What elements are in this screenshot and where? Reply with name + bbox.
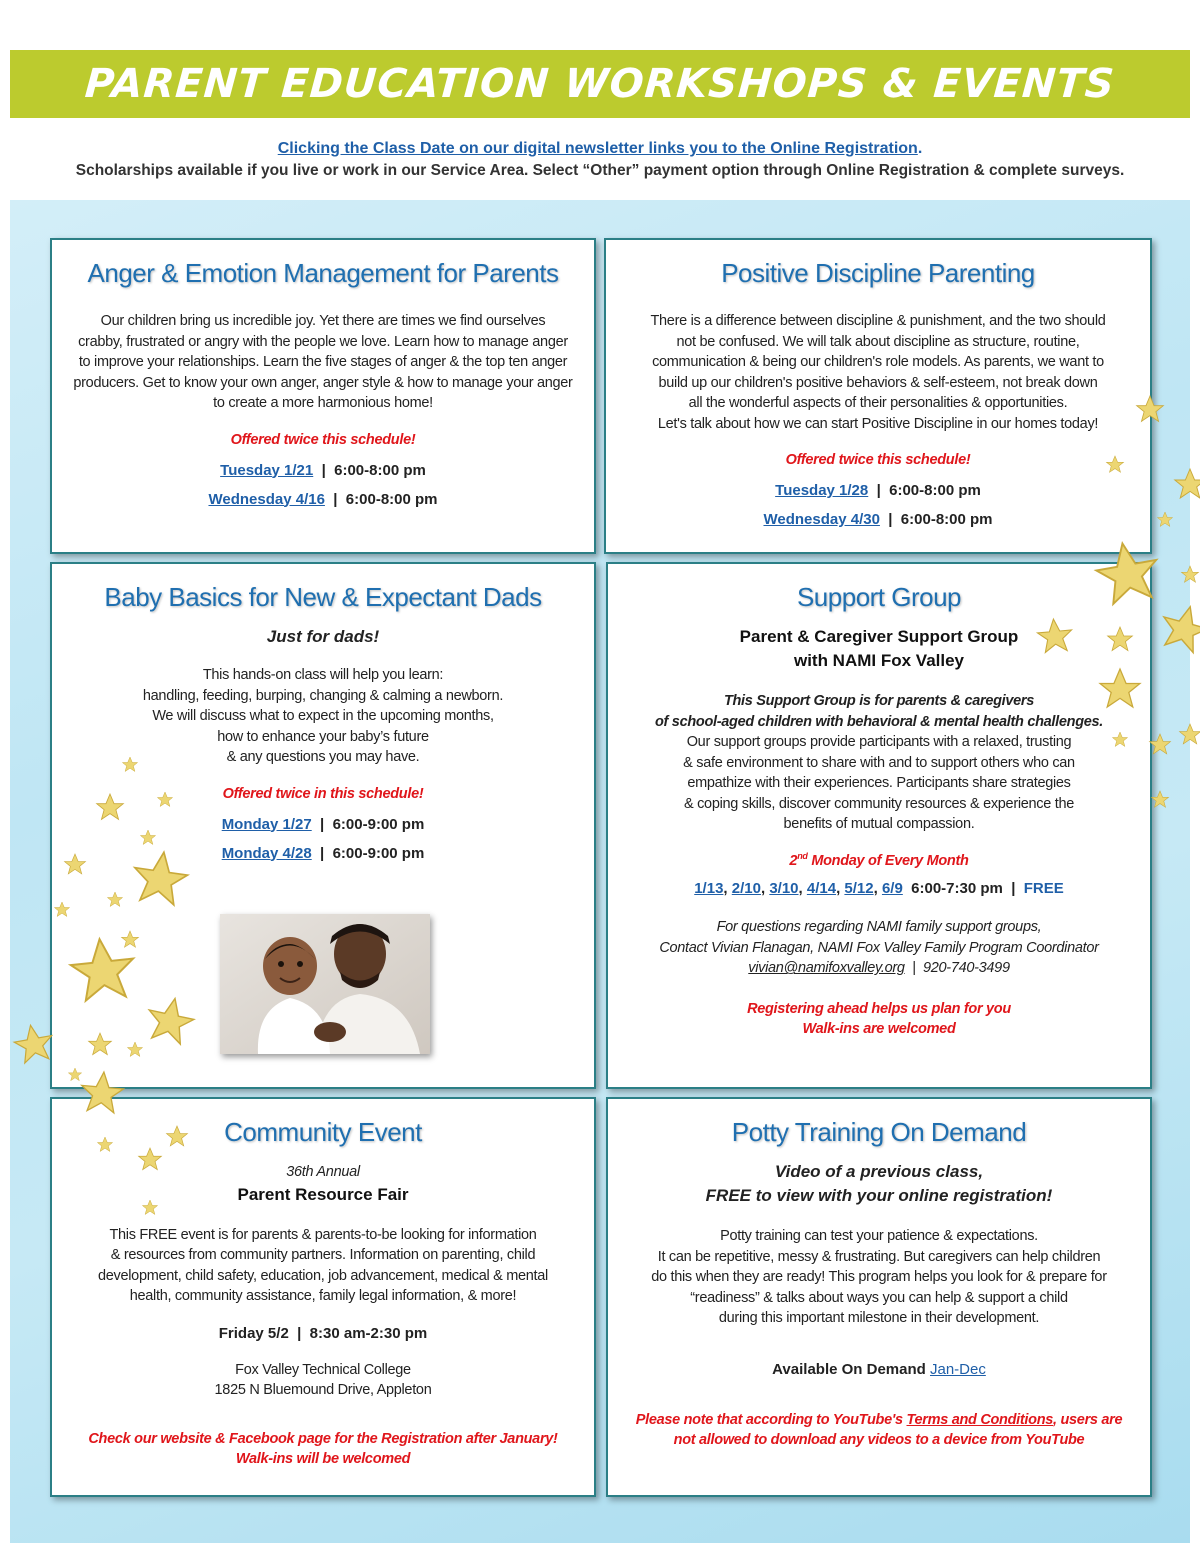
support-note-suffix: Monday of Every Month xyxy=(807,852,969,869)
dads-date-1-link[interactable]: Monday 1/27 xyxy=(221,815,312,833)
support-line: & safe environment to share with and to support others who can xyxy=(683,754,1075,771)
community-venue: Fox Valley Technical College xyxy=(235,1361,411,1378)
discipline-line: all the wonderful aspects of their personalities & opportunities. xyxy=(688,395,1068,411)
discipline-line: There is a difference between discipline & punishment, and the two should xyxy=(650,313,1106,329)
registration-link[interactable]: Clicking the Class Date on our digital newsletter links you to the Online Registration xyxy=(277,140,918,157)
anger-line: producers. Get to know your own anger, anger style & how to manage your anger xyxy=(73,374,573,391)
community-location xyxy=(52,1360,594,1401)
anger-time-1: 6:00-8:00 pm xyxy=(334,461,426,479)
dads-schedule xyxy=(52,810,594,868)
community-closing-1: Check our website & Facebook page for the Registration after January! xyxy=(88,1430,558,1447)
support-note-prefix: 2 xyxy=(789,852,798,869)
support-date-link[interactable]: 5/12 xyxy=(844,880,874,898)
dads-line: handling, feeding, burping, changing & calming a newborn. xyxy=(142,687,504,704)
support-subtitle-2: with NAMI Fox Valley xyxy=(793,651,965,670)
dads-line: how to enhance your baby’s future xyxy=(217,728,429,745)
potty-tagline xyxy=(608,1160,1150,1208)
potty-line: “readiness” & talks about ways you can help & support a child xyxy=(690,1289,1068,1306)
dads-line: We will discuss what to expect in the upcoming months, xyxy=(152,708,494,724)
dads-title: Baby Basics for New & Expectant Dads xyxy=(104,582,542,612)
community-line: development, child safety, education, job advancement, medical & mental xyxy=(98,1267,548,1284)
support-phone: 920-740-3499 xyxy=(923,960,1010,977)
community-closing-2: Walk-ins will be welcomed xyxy=(235,1450,411,1467)
support-line: & coping skills, discover community resources & experience the xyxy=(684,795,1074,812)
anger-time-2: 6:00-8:00 pm xyxy=(345,490,438,508)
potty-disclaimer xyxy=(608,1410,1150,1450)
discipline-description xyxy=(606,311,1150,434)
support-contact-3: vivian@namifoxvalley.org | 920-740-3499 xyxy=(748,960,1010,977)
community-schedule: Friday 5/2 | 8:30 am-2:30 pm xyxy=(218,1324,428,1342)
dads-tagline: Just for dads! xyxy=(266,627,380,646)
discipline-offered-note: Offered twice this schedule! xyxy=(785,452,971,468)
community-closing xyxy=(52,1429,594,1469)
community-line: health, community assistance, family legal information, & more! xyxy=(129,1288,517,1304)
support-email-link[interactable]: vivian@namifoxvalley.org xyxy=(748,960,905,977)
anger-title: Anger & Emotion Management for Parents xyxy=(87,258,559,288)
dads-time-2: 6:00-9:00 pm xyxy=(332,844,425,862)
discipline-time-2: 6:00-8:00 pm xyxy=(900,511,993,528)
schedule-row: Monday 1/27 | 6:00-9:00 pm xyxy=(221,815,425,833)
dads-offered-note: Offered twice in this schedule! xyxy=(222,785,424,802)
anger-line: to create a more harmonious home! xyxy=(213,395,433,411)
anger-date-1-link[interactable]: Tuesday 1/21 xyxy=(220,461,314,479)
community-title: Community Event xyxy=(224,1117,422,1147)
discipline-date-2-link[interactable]: Wednesday 4/30 xyxy=(763,511,880,528)
community-card xyxy=(50,1097,596,1497)
discipline-schedule xyxy=(606,476,1150,534)
discipline-line: build up our children's positive behaviors & self-esteem, not break down xyxy=(658,374,1098,391)
support-schedule: 1/13, 2/10, 3/10, 4/14, 5/12, 6/9 6:00-7:30 pm | FREE xyxy=(694,880,1064,898)
support-note-sup: nd xyxy=(797,850,808,861)
potty-availability-text: Available On Demand xyxy=(772,1360,926,1378)
terms-link[interactable]: Terms and Conditions xyxy=(906,1411,1054,1428)
support-intro-2: of school-aged children with behavioral & mental health challenges. xyxy=(654,713,1104,730)
support-contact-1: For questions regarding NAMI family support groups, xyxy=(716,919,1042,936)
support-frequency-note xyxy=(608,851,1150,869)
potty-line: during this important milestone in their development. xyxy=(718,1310,1040,1326)
schedule-row: Wednesday 4/30 | 6:00-8:00 pm xyxy=(763,511,993,528)
registration-link-period: . xyxy=(917,140,923,157)
dads-line: & any questions you may have. xyxy=(226,749,420,765)
potty-line: Potty training can test your patience & expectations. xyxy=(720,1228,1038,1244)
support-price: FREE xyxy=(1023,880,1064,898)
support-closing-2: Walk-ins are welcomed xyxy=(802,1020,956,1037)
support-date-link[interactable]: 4/14 xyxy=(806,880,837,898)
schedule-row: Tuesday 1/21 | 6:00-8:00 pm xyxy=(220,461,426,479)
potty-description xyxy=(608,1226,1150,1329)
potty-tagline-2: FREE to view with your online registration! xyxy=(705,1186,1053,1205)
community-date: Friday 5/2 xyxy=(218,1324,289,1342)
scholarship-note: Scholarships available if you live or work in our Service Area. Select “Other” payment option through Online Registration & complete surveys. xyxy=(75,162,1125,179)
anger-line: to improve your relationships. Learn the five stages of anger & the top ten anger xyxy=(78,354,568,370)
potty-disclaimer-text-end: , users are xyxy=(1053,1411,1123,1428)
support-intro-1: This Support Group is for parents & caregivers xyxy=(723,693,1035,709)
discipline-title: Positive Discipline Parenting xyxy=(721,258,1035,288)
discipline-card xyxy=(604,238,1152,554)
support-title: Support Group xyxy=(796,582,962,612)
anger-line: crabby, frustrated or angry with the people we love. Learn how to manage anger xyxy=(78,333,568,350)
community-description xyxy=(52,1225,594,1307)
support-card xyxy=(606,562,1152,1089)
discipline-line: Let's talk about how we can start Positive Discipline in our homes today! xyxy=(657,415,1099,432)
title-banner xyxy=(10,50,1190,118)
discipline-time-1: 6:00-8:00 pm xyxy=(889,482,981,499)
community-time: 8:30 am-2:30 pm xyxy=(309,1324,428,1342)
discipline-line: not be confused. We will talk about discipline as structure, routine, xyxy=(676,333,1080,350)
dads-line: This hands-on class will help you learn: xyxy=(202,667,444,683)
anger-line: Our children bring us incredible joy. Yet there are times we find ourselves xyxy=(100,313,546,329)
dads-card xyxy=(50,562,596,1089)
support-subtitle-1: Parent & Caregiver Support Group xyxy=(739,627,1019,646)
potty-line: It can be repetitive, messy & frustrating. But caregivers can help children xyxy=(657,1248,1101,1265)
support-closing-1: Registering ahead helps us plan for you xyxy=(747,1000,1011,1017)
community-address: 1825 N Bluemound Drive, Appleton xyxy=(214,1382,432,1398)
support-date-link[interactable]: 2/10 xyxy=(731,880,761,898)
community-line: This FREE event is for parents & parents-to-be looking for information xyxy=(109,1226,537,1243)
support-line: empathize with their experiences. Participants share strategies xyxy=(687,775,1071,791)
potty-availability xyxy=(608,1355,1150,1384)
schedule-row: Monday 4/28 | 6:00-9:00 pm xyxy=(221,844,425,862)
support-closing xyxy=(608,999,1150,1039)
support-date-link[interactable]: 1/13 xyxy=(694,880,724,898)
dad-and-baby-photo xyxy=(220,914,430,1054)
community-event-name: Parent Resource Fair xyxy=(237,1184,409,1204)
potty-card xyxy=(606,1097,1152,1497)
support-contact xyxy=(608,917,1150,979)
potty-disclaimer-1 xyxy=(608,1410,1150,1430)
potty-line: do this when they are ready! This program helps you look for & prepare for xyxy=(651,1269,1107,1285)
intro xyxy=(0,138,1200,182)
anger-card xyxy=(50,238,596,554)
community-line: & resources from community partners. Information on parenting, child xyxy=(110,1247,536,1263)
potty-disclaimer-2: not allowed to download any videos to a device from YouTube xyxy=(673,1431,1085,1448)
dads-date-2-link[interactable]: Monday 4/28 xyxy=(221,844,312,862)
anger-offered-note: Offered twice this schedule! xyxy=(230,431,416,448)
potty-title: Potty Training On Demand xyxy=(731,1117,1027,1147)
support-line: benefits of mutual compassion. xyxy=(783,816,975,832)
dads-time-1: 6:00-9:00 pm xyxy=(332,815,425,833)
support-line: Our support groups provide participants with a relaxed, trusting xyxy=(686,734,1072,750)
potty-disclaimer-text: Please note that according to YouTube's xyxy=(635,1411,903,1428)
discipline-line: communication & being our children's role models. As parents, we want to xyxy=(652,354,1104,370)
schedule-row: Tuesday 1/28 | 6:00-8:00 pm xyxy=(775,482,981,499)
potty-availability-link[interactable]: Jan-Dec xyxy=(929,1360,986,1378)
dads-description xyxy=(52,665,594,768)
support-time: 6:00-7:30 pm xyxy=(911,880,1003,898)
page-title: PARENT EDUCATION WORKSHOPS & EVENTS xyxy=(83,61,1117,107)
support-date-link[interactable]: 6/9 xyxy=(881,880,903,898)
dad-and-baby-illustration xyxy=(220,914,430,1054)
schedule-row: Wednesday 4/16 | 6:00-8:00 pm xyxy=(208,490,438,508)
support-description xyxy=(608,732,1150,835)
anger-schedule xyxy=(52,456,594,514)
potty-tagline-1: Video of a previous class, xyxy=(774,1162,984,1181)
anger-date-2-link[interactable]: Wednesday 4/16 xyxy=(208,490,325,508)
support-date-link[interactable]: 3/10 xyxy=(769,880,799,898)
support-contact-2: Contact Vivian Flanagan, NAMI Fox Valley Family Program Coordinator xyxy=(659,939,1099,956)
discipline-date-1-link[interactable]: Tuesday 1/28 xyxy=(775,482,869,499)
community-edition: 36th Annual xyxy=(286,1164,360,1180)
anger-description xyxy=(52,311,594,414)
